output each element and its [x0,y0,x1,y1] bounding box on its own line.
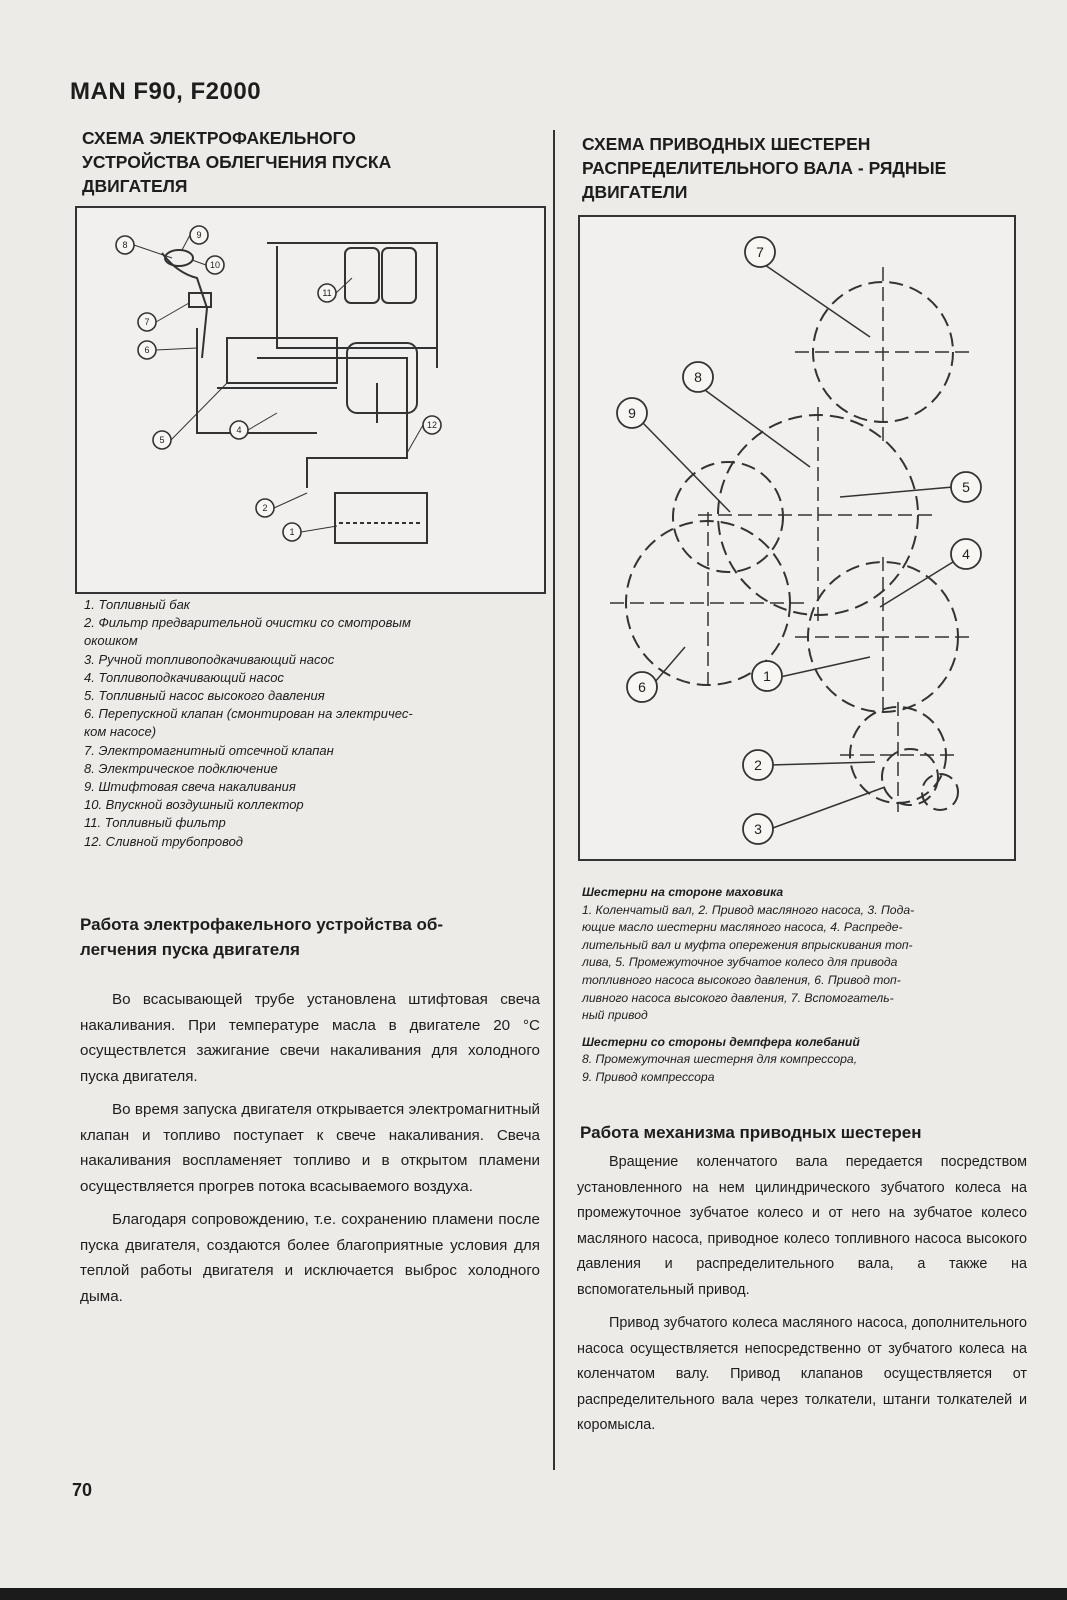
right-body-text [577,1150,1027,1447]
paragraph: Во всасывающей трубе установлена штифтовая свеча накаливания. При температуре масла в двигателе 20 °С осуществлется зажигание свечи накаливания для холодного пуска двигателя. [80,991,540,1085]
gear-label-3: 3 [754,821,762,837]
diagram-label-1: 1 [289,527,295,537]
diagram-label-10: 10 [209,260,221,270]
caption-line: лива, 5. Промежуточное зубчатое колесо для привода [582,955,898,970]
caption-line: ливного насоса высокого давления, 7. Вспомогатель- [582,990,894,1005]
gear-label-7: 7 [756,244,764,260]
running-header: MAN F90, F2000 [70,78,262,105]
gear-train-drawing [580,217,1014,859]
legend-item: 12. Сливной трубопровод [84,833,243,849]
caption-line: топливного насоса высокого давления, 6. Привод топ- [582,972,901,987]
legend-item: 8. Электрическое подключение [84,760,278,776]
legend-item: 7. Электромагнитный отсечной клапан [84,742,334,758]
glow-plug-system-diagram [75,206,546,594]
legend-item: 4. Топливоподкачивающий насос [84,669,284,685]
caption-title-damper: Шестерни со стороны демпфера колебаний [582,1034,860,1049]
fuel-system-drawing [77,208,544,592]
legend-item: 1. Топливный бак [84,597,190,612]
right-subheading: Работа механизма приводных шестерен [580,1123,922,1142]
left-section-title: СХЕМА ЭЛЕКТРОФАКЕЛЬНОГО УСТРОЙСТВА ОБЛЕГЧЕНИЯ ПУСКА ДВИГАТЕЛЯ [82,128,392,196]
legend-item: ком насосе) [84,724,157,740]
legend-item: 10. Впускной воздушный коллектор [84,797,304,813]
paragraph: Во время запуска двигателя открывается электромагнитный клапан и топливо поступает к свече накаливания. Свеча накаливания воспламеняет топливо и в открытом пламени осуществляется прогрев потока всасываемого воздуха. [80,1101,540,1195]
right-figure-caption [582,884,1012,1087]
gear-label-6: 6 [638,679,646,695]
diagram-label-5: 5 [159,435,165,445]
caption-line: 9. Привод компрессора [582,1069,715,1084]
caption-line: ющие масло шестерни масляного насоса, 4. Распреде- [582,920,903,935]
column-divider [553,130,555,1470]
legend-item: 11. Топливный фильтр [84,815,226,831]
diagram-label-4: 4 [236,425,242,435]
diagram-label-2: 2 [262,503,268,513]
paragraph: Вращение коленчатого вала передается посредством установленного на нем цилиндрического зубчатого колеса на промежуточное зубчатое колесо и от него на зубчатое колесо масляного насоса, приводное колесо топливного насоса высокого давления и распределительного вала, а также на вспомогательный привод. [577,1154,1027,1298]
legend-item: 5. Топливный насос высокого давления [84,688,325,704]
paragraph: Благодаря сопровождению, т.е. сохранению пламени после пуска двигателя, создаются более благоприятные условия для теплой работы двигателя и исключается выброс холодного дыма. [80,1211,540,1305]
left-subheading: Работа электрофакельного устройства об- легчения пуска двигателя [80,915,444,959]
diagram-label-9: 9 [196,230,202,240]
caption-line: ный привод [582,1008,648,1023]
legend-item: 2. Фильтр предварительной очистки со смотровым [84,615,411,631]
page-number: 70 [72,1480,93,1500]
gear-label-1: 1 [763,668,771,684]
legend-item: 9. Штифтовая свеча накаливания [84,779,296,795]
left-body-text [80,987,540,1317]
gear-label-4: 4 [962,546,970,562]
diagram-label-11: 11 [322,288,332,298]
paragraph: Привод зубчатого колеса масляного насоса, дополнительного насоса осуществляется непосредственно от зубчатого колеса на коленчатом валу. Привод клапанов осуществляется от распределительного вала через толкатели, штанги толкателей и коромысла. [577,1315,1027,1433]
gear-train-diagram [578,215,1016,861]
caption-title-flywheel: Шестерни на стороне маховика [582,885,784,899]
gear-label-2: 2 [754,757,762,773]
scan-edge-bar [0,1588,1067,1600]
caption-line: 1. Коленчатый вал, 2. Привод масляного насоса, 3. Пода- [582,902,915,917]
diagram-label-8: 8 [122,240,128,250]
legend-item: 3. Ручной топливоподкачивающий насос [84,651,335,667]
gear-label-8: 8 [694,369,702,385]
left-figure-legend [84,596,413,851]
gear-label-5: 5 [962,479,970,495]
gear-intermediate-compressor [673,462,783,572]
gear-label-9: 9 [628,405,636,421]
fuel-tank-shape [335,493,427,543]
caption-line: лительный вал и муфта опережения впрыскивания топ- [582,937,913,952]
legend-item: окошком [84,633,138,649]
diagram-label-12: 12 [426,420,438,430]
caption-line: 8. Промежуточная шестерня для компрессора, [582,1052,858,1067]
diagram-label-7: 7 [144,317,150,327]
right-section-title: СХЕМА ПРИВОДНЫХ ШЕСТЕРЕН РАСПРЕДЕЛИТЕЛЬНОГО ВАЛА - РЯДНЫЕ ДВИГАТЕЛИ [582,134,947,202]
legend-item: 6. Перепускной клапан (смонтирован на электричес- [84,706,413,722]
diagram-label-6: 6 [144,345,150,355]
